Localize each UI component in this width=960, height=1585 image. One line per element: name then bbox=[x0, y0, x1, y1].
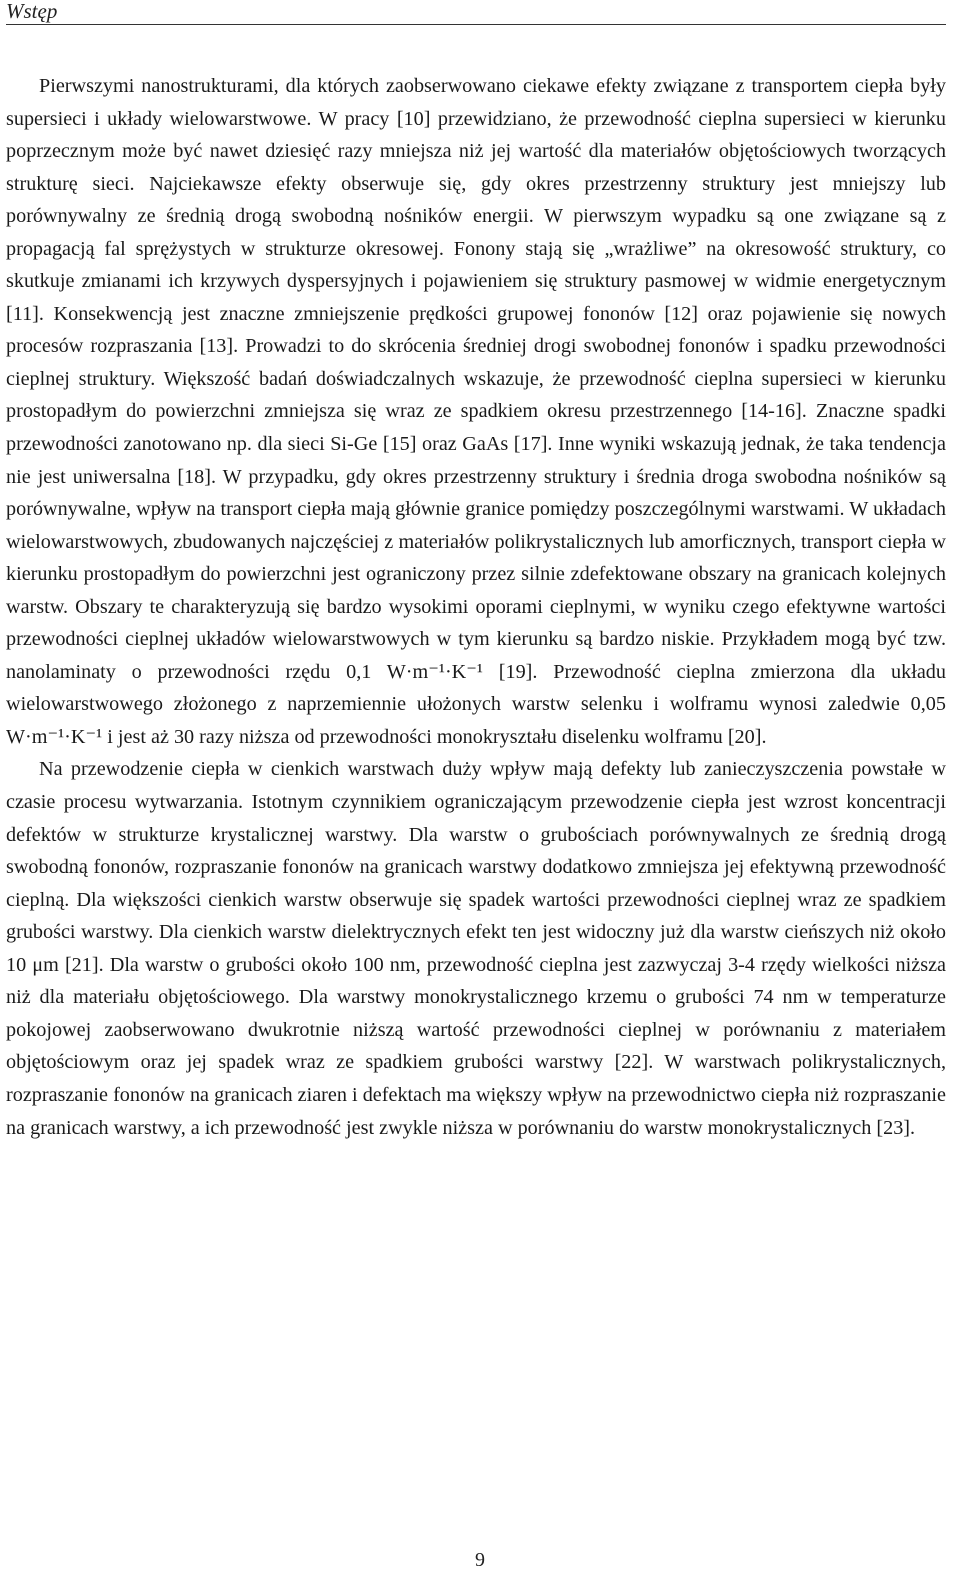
section-title: Wstęp bbox=[6, 0, 58, 23]
section-header bbox=[6, 0, 946, 25]
paragraph-1: Pierwszymi nanostrukturami, dla których zaobserwowano ciekawe efekty związane z transportem ciepła były supersieci i układy wielowarstwowe. W pracy [10] przewidziano, że przewodność cieplna supersieci w kierunku poprzecznym może być nawet dziesięć razy mniejsza niż jej wartość dla materiałów objętościowych tworzących strukturę sieci. Najciekawsze efekty obserwuje się, gdy okres przestrzenny struktury jest mniejszy lub porównywalny ze średnią drogą swobodną nośników energii. W pierwszym wypadku są one związane są z propagacją fal sprężystych w strukturze okresowej. Fonony stają się „wrażliwe” na okresowość struktury, co skutkuje zmianami ich krzywych dyspersyjnych i pojawieniem się struktury pasmowej w widmie energetycznym [11]. Konsekwencją jest znaczne zmniejszenie prędkości grupowej fononów [12] oraz pojawienie się nowych procesów rozpraszania [13]. Prowadzi to do skrócenia średniej drogi swobodnej fononów i spadku przewodności cieplnej struktury. Większość badań doświadczalnych wskazuje, że przewodność cieplna supersieci w kierunku prostopadłym do powierzchni zmniejsza się wraz ze spadkiem okresu przestrzennego [14-16]. Znaczne spadki przewodności zanotowano np. dla sieci Si-Ge [15] oraz GaAs [17]. Inne wyniki wskazują jednak, że taka tendencja nie jest uniwersalna [18]. W przypadku, gdy okres przestrzenny struktury i średnia droga swobodna nośników są porównywalne, wpływ na transport ciepła mają głównie granice pomiędzy poszczególnymi warstwami. W układach wielowarstwowych, zbudowanych najczęściej z materiałów polikrystalicznych lub amorficznych, transport ciepła w kierunku prostopadłym do powierzchni jest ograniczony przez silnie zdefektowane obszary na granicach kolejnych warstw. Obszary te charakteryzują się bardzo wysokimi oporami cieplnymi, w wyniku czego efektywne wartości przewodności cieplnej układów wielowarstwowych w tym kierunku są bardzo niskie. Przykładem mogą być tzw. nanolaminaty o przewodności rzędu 0,1 W·m⁻¹·K⁻¹ [19]. Przewodność cieplna zmierzona dla układu wielowarstwowego złożonego z naprzemiennie ułożonych warstw selenku i wolframu wynosi zaledwie 0,05 W·m⁻¹·K⁻¹ i jest aż 30 razy niższa od przewodności monokryształu diselenku wolframu [20]. bbox=[6, 75, 946, 748]
page-number: 9 bbox=[475, 1549, 485, 1571]
paragraph-2: Na przewodzenie ciepła w cienkich warstwach duży wpływ mają defekty lub zanieczyszczenia powstałe w czasie procesu wytwarzania. Istotnym czynnikiem ograniczającym przewodzenie ciepła jest wzrost koncentracji defektów w strukturze krystalicznej warstwy. Dla warstw o grubościach porównywalnych ze średnią drogą swobodną fononów, rozpraszanie fononów na granicach warstwy dodatkowo zmniejsza jej efektywną przewodność cieplną. Dla większości cienkich warstw obserwuje się spadek wartości przewodności cieplnej wraz ze spadkiem grubości warstwy. Dla cienkich warstw dielektrycznych efekt ten jest widoczny już dla warstw cieńszych niż około 10 μm [21]. Dla warstw o grubości około 100 nm, przewodność cieplna jest zazwyczaj 3-4 rzędy wielkości niższa niż dla materiału objętościowego. Dla warstwy monokrystalicznego krzemu o grubości 74 nm w temperaturze pokojowej zaobserwowano dwukrotnie niższą wartość przewodności cieplnej w porównaniu z materiałem objętościowym oraz jej spadek wraz ze spadkiem grubości warstwy [22]. W warstwach polikrystalicznych, rozpraszanie fononów na granicach ziaren i defektach ma większy wpływ na przewodnictwo ciepła niż rozpraszanie na granicach warstwy, a ich przewodność jest zwykle niższa w porównaniu do warstw monokrystalicznych [23]. bbox=[6, 758, 946, 1139]
body-text bbox=[6, 70, 946, 1144]
